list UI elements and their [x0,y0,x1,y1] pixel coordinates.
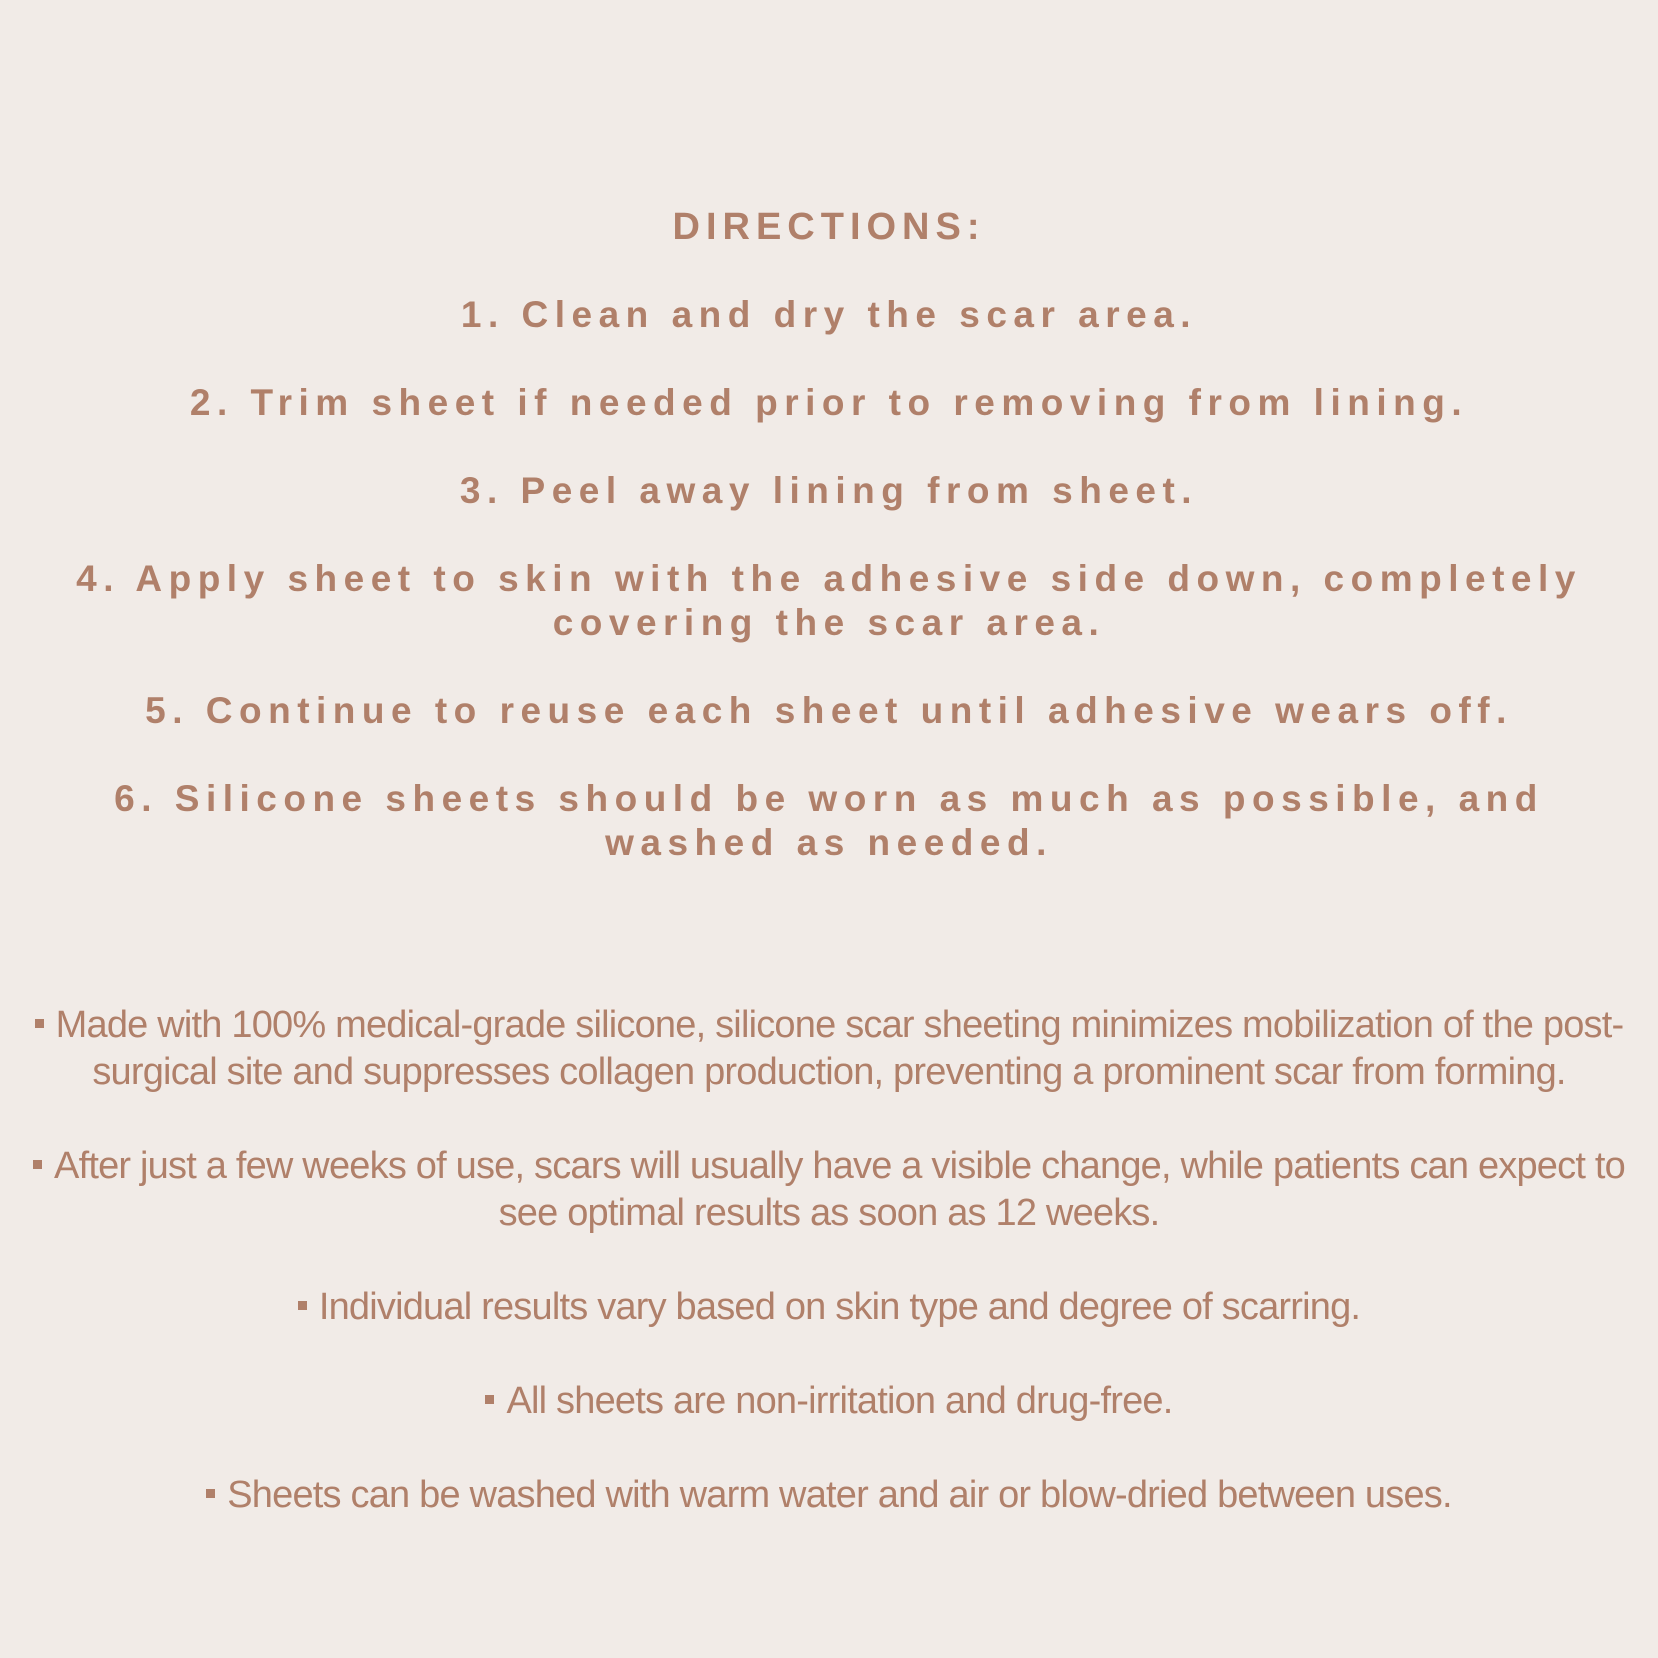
direction-step-5: 5. Continue to reuse each sheet until adhesive wears off. [145,690,1513,731]
square-bullet-icon [298,1301,307,1310]
note-item [20,1378,1638,1425]
note-text: Sheets can be washed with warm water and air or blow-dried between uses. [227,1474,1452,1516]
direction-step-4: 4. Apply sheet to skin with the adhesive side down, completely covering the scar area. [76,558,1582,643]
direction-step-1: 1. Clean and dry the scar area. [460,294,1198,335]
note-item [20,1143,1638,1237]
note-text: After just a few weeks of use, scars will usually have a visible change, while patients can expect to see optimal results as soon as 12 weeks. [54,1145,1625,1234]
square-bullet-icon [206,1489,215,1498]
note-item [20,1002,1638,1096]
direction-step-3: 3. Peel away lining from sheet. [459,470,1199,511]
square-bullet-icon [33,1160,42,1169]
note-item [20,1472,1638,1519]
note-item [20,1284,1638,1331]
note-text: All sheets are non-irritation and drug-free. [506,1380,1173,1422]
direction-step-2: 2. Trim sheet if needed prior to removing from lining. [189,382,1469,423]
note-text: Individual results vary based on skin type and degree of scarring. [318,1286,1361,1328]
direction-step-6: 6. Silicone sheets should be worn as much as possible, and washed as needed. [114,778,1544,863]
square-bullet-icon [485,1395,494,1404]
directions-section [30,205,1628,909]
product-notes-section [20,1002,1638,1566]
note-text: Made with 100% medical-grade silicone, silicone scar sheeting minimizes mobilization of the post-surgical site and suppresses collagen production, preventing a prominent scar from forming. [55,1004,1624,1093]
directions-title: DIRECTIONS: [672,206,986,248]
square-bullet-icon [35,1019,44,1028]
